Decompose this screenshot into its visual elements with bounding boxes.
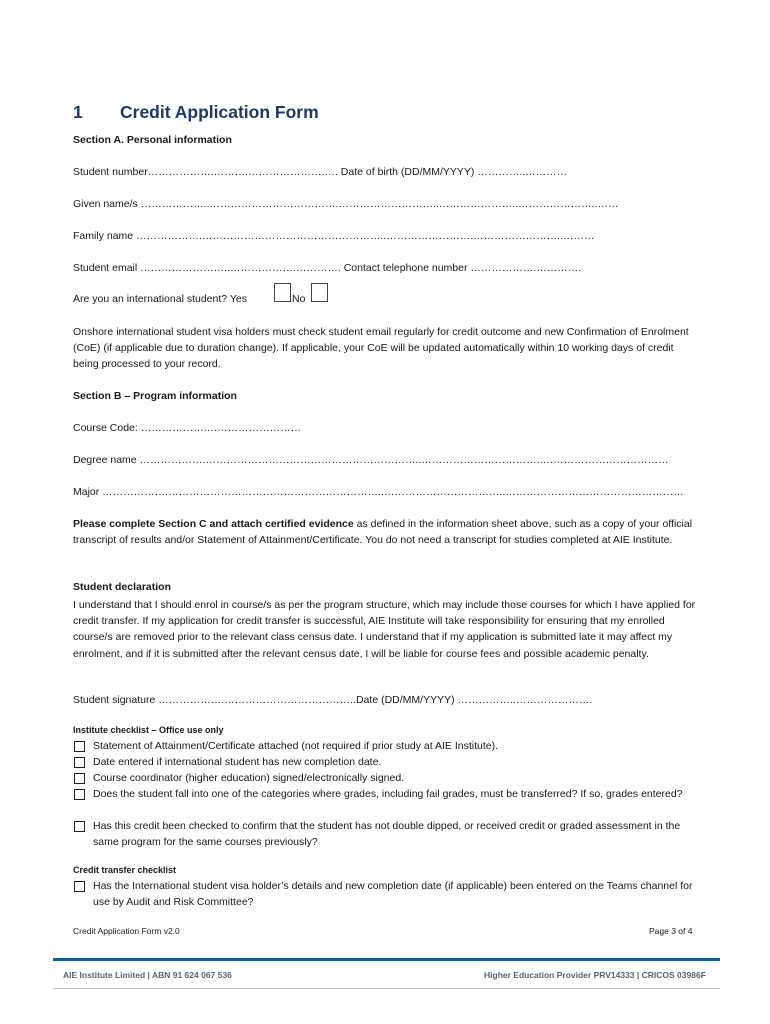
family-name-field[interactable]: Family name ……………….……………………………………………..…………………….……………………..……… [73, 230, 595, 242]
form-heading [73, 102, 319, 123]
student-number-field[interactable]: Student number……………….……….………………….…. Date of birth (DD/MM/YYYY) …………..………… [73, 166, 568, 178]
checklist-item [73, 786, 698, 802]
onshore-visa-note: Onshore international student visa holders must check student email regularly for credit outcome and new Confirmation of Enrolment (CoE) (if applicable due to duration change). If applicable, your CoE will be updated automatically within 10 working days of credit being processed to your record. [73, 326, 689, 371]
checklist-item [73, 878, 698, 910]
international-no-checkbox[interactable] [311, 283, 328, 302]
signature-field[interactable]: Student signature ……………….………………………………..Date (DD/MM/YYYY) ……………..…………………. [73, 694, 593, 706]
section-c-instruction [73, 516, 698, 548]
footer-company: AIE Institute Limited | ABN 91 624 067 536 [63, 970, 232, 980]
credit-checklist-title: Credit transfer checklist [73, 865, 177, 875]
degree-name-field[interactable]: Degree name ……………….……………………………………………………..……………………………..……………………………… [73, 454, 669, 466]
heading-number: 1 [73, 102, 83, 122]
checklist-item [73, 770, 698, 786]
section-a-title: Section A. Personal information [73, 134, 232, 146]
footer-provider: Higher Education Provider PRV14333 | CRICOS 03986F [484, 970, 706, 980]
checkbox[interactable] [74, 773, 85, 784]
section-c-instruction-bold: Please complete Section C and attach certified evidence [73, 518, 354, 530]
footer-divider [53, 988, 720, 989]
student-email-field[interactable]: Student email ……………………..……………….…………. Contact telephone number ……………….…………. [73, 262, 582, 274]
international-yes-checkbox[interactable] [274, 283, 291, 302]
checkbox[interactable] [74, 881, 85, 892]
given-names-field[interactable]: Given name/s ………………..……………………………….………………………..…………………..…………………..…… [73, 198, 619, 210]
section-b-title: Section B – Program information [73, 390, 237, 402]
declaration-text: I understand that I should enrol in course/s as per the program structure, which may include those courses for which I have applied for credit transfer. If my application for credit transfer is successful, AIE Institute will take responsibility for ensuring that my enrolled course/s are removed prior to the relevant class census date. I understand that if my application is submitted late it may affect my enrolment, and if it is submitted after the relevant census date, I will be liable for course fees and possible academic penalty. [73, 599, 696, 660]
footer-rule [53, 958, 720, 961]
checklist-item-text: Has this credit been checked to confirm that the student has not double dipped, or received credit or graded assessment in the same program for the same courses previously? [93, 820, 681, 848]
checkbox[interactable] [74, 789, 85, 800]
checklist-item-text: Course coordinator (higher education) signed/electronically signed. [93, 772, 405, 784]
checkbox[interactable] [74, 757, 85, 768]
checkbox[interactable] [74, 741, 85, 752]
international-no-label: No [292, 293, 306, 305]
page-number: Page 3 of 4 [649, 926, 693, 936]
section-c-instruction-text: as defined in the information sheet above, such as a copy of your official transcript of results and/or Statement of Attainment/Certificate. You do not need a transcript for studies completed at AIE Institute. [73, 518, 693, 547]
checklist-item-text: Date entered if international student has new completion date. [93, 756, 382, 768]
checklist-item [73, 754, 698, 770]
checklist-item-text: Does the student fall into one of the categories where grades, including fail grades, must be transferred? If so, grades entered? [93, 788, 683, 800]
international-student-question: Are you an international student? Yes [73, 293, 247, 305]
checklist-item-text: Statement of Attainment/Certificate attached (not required if prior study at AIE Institute). [93, 740, 499, 752]
checklist-item-text: Has the International student visa holder’s details and new completion date (if applicable) been entered on the Teams channel for use by Audit and Risk Committee? [93, 880, 693, 908]
heading-title: Credit Application Form [120, 102, 319, 122]
course-code-field[interactable]: Course Code: ……………….……………………… [73, 422, 302, 434]
checkbox[interactable] [74, 821, 85, 832]
checklist-item [73, 738, 698, 754]
institute-checklist-title: Institute checklist – Office use only [73, 725, 224, 735]
checklist-item [73, 818, 698, 850]
declaration-title: Student declaration [73, 581, 172, 593]
major-field[interactable]: Major ……………….……………………………………………………..……………………………..…………………………………………… [73, 486, 684, 498]
form-version: Credit Application Form v2.0 [73, 926, 180, 936]
